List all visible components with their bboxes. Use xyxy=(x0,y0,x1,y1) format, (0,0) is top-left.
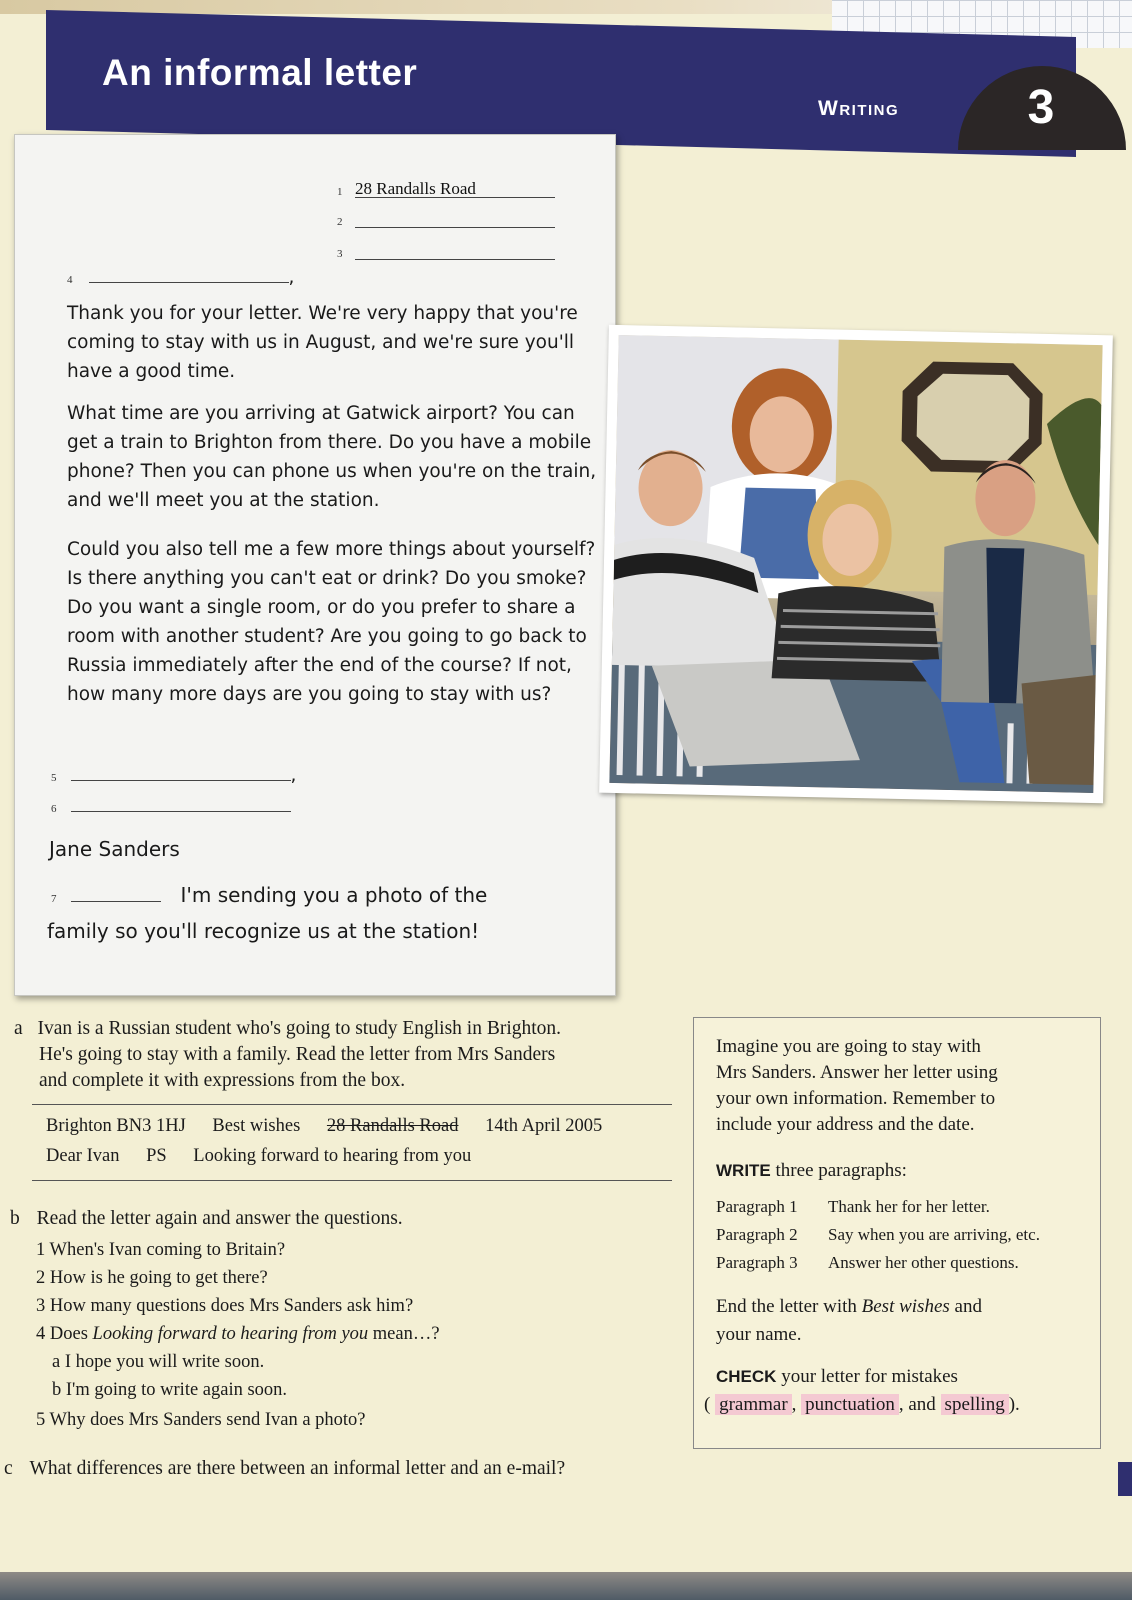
blank-number: 7 xyxy=(51,893,57,905)
paragraph-text: Say when you are arriving, etc. xyxy=(828,1225,1040,1244)
paragraph-1-instruction xyxy=(716,1194,990,1220)
blank-number: 4 xyxy=(67,274,73,286)
family-photo xyxy=(599,325,1113,803)
exercise-letter: b xyxy=(10,1208,20,1229)
blank-number: 1 xyxy=(337,186,343,198)
blank-number: 2 xyxy=(337,216,343,228)
exercise-c-text: What differences are there between an informal letter and an e-mail? xyxy=(29,1458,566,1479)
section-label: Writing xyxy=(818,97,900,120)
and-text: , and xyxy=(898,1394,936,1415)
check-instruction-text: your letter for mistakes xyxy=(776,1366,958,1387)
exercise-letter: a xyxy=(14,1018,23,1039)
word-box-item: PS xyxy=(146,1146,167,1166)
page-title: An informal letter xyxy=(102,52,418,93)
question-1: 1 When's Ivan coming to Britain? xyxy=(36,1240,286,1260)
write-keyword: WRITE xyxy=(716,1161,771,1180)
page-edge-tab xyxy=(1118,1462,1132,1496)
blank-number: 3 xyxy=(337,248,343,260)
address-text: 28 Randalls Road xyxy=(355,179,555,198)
word-box-item: 14th April 2005 xyxy=(485,1116,603,1136)
paren-close: ). xyxy=(1008,1394,1020,1415)
paragraph-text: Thank her for her letter. xyxy=(828,1197,990,1216)
closing-blank xyxy=(71,780,291,781)
ps-text-2: family so you'll recognize us at the station! xyxy=(47,919,480,943)
sign-off-line xyxy=(51,799,291,817)
unit-number: 3 xyxy=(1027,81,1055,134)
postscript-line xyxy=(51,881,487,910)
paragraph-label: Paragraph 2 xyxy=(716,1225,798,1244)
check-categories xyxy=(704,1392,1020,1418)
word-box-item: Looking forward to hearing from you xyxy=(193,1146,472,1166)
closing-line xyxy=(51,761,296,790)
option-4b: b I'm going to write again soon. xyxy=(52,1380,288,1400)
blank-number: 6 xyxy=(51,803,57,815)
address-blank xyxy=(355,241,555,260)
address-line-1 xyxy=(337,179,555,198)
greeting-line xyxy=(67,263,294,292)
task-intro-4: include your address and the date. xyxy=(716,1114,975,1135)
word-box-item: Best wishes xyxy=(212,1116,301,1136)
signature: Jane Sanders xyxy=(49,837,180,861)
exercise-b-intro: Read the letter again and answer the questions. xyxy=(36,1208,403,1229)
task-intro-2: Mrs Sanders. Answer her letter using xyxy=(716,1062,998,1083)
write-instruction xyxy=(716,1158,907,1184)
exercise-b xyxy=(10,1206,403,1232)
word-box-row-2 xyxy=(46,1146,493,1167)
question-5: 5 Why does Mrs Sanders send Ivan a photo? xyxy=(36,1410,366,1430)
end-text-post: and xyxy=(949,1296,982,1317)
exercise-a-text-1: Ivan is a Russian student who's going to study English in Brighton. xyxy=(37,1018,562,1039)
grammar-highlight: grammar xyxy=(715,1394,792,1415)
letter-paragraph-1: Thank you for your letter. We're very happy that you're coming to stay with us in August, and we're sure you'll have a good time. xyxy=(67,303,578,382)
paren-open: ( xyxy=(704,1394,711,1415)
end-text-pre: End the letter with xyxy=(716,1296,862,1317)
family-illustration xyxy=(609,335,1102,793)
letter-paragraph-3: Could you also tell me a few more things about yourself? Is there anything you can't eat or drink? Do you smoke? Do you want a single room, or do you prefer to share a room with another student? Are you going to go back to Russia immediately after the end of the course? If not, how many more days are you going to stay with us? xyxy=(67,539,596,705)
address-blank xyxy=(355,209,555,228)
sign-off-blank xyxy=(71,811,291,812)
address-line-3 xyxy=(337,241,555,260)
paragraph-text: Answer her other questions. xyxy=(828,1253,1019,1272)
option-4a: a I hope you will write soon. xyxy=(52,1352,265,1372)
exercise-c xyxy=(4,1456,565,1482)
word-box-top-rule xyxy=(32,1104,672,1105)
question-2: 2 How is he going to get there? xyxy=(36,1268,268,1288)
closing-comma: , xyxy=(290,765,297,786)
blank-number: 5 xyxy=(51,772,57,784)
check-instruction xyxy=(716,1364,958,1390)
question-4-pre: 4 Does xyxy=(36,1324,93,1344)
task-intro-1: Imagine you are going to stay with xyxy=(716,1036,981,1057)
exercise-a xyxy=(14,1016,561,1042)
word-box-bottom-rule xyxy=(32,1180,672,1181)
question-3: 3 How many questions does Mrs Sanders ask him? xyxy=(36,1296,414,1316)
word-box-item: Brighton BN3 1HJ xyxy=(46,1116,186,1136)
paragraph-3-instruction xyxy=(716,1250,1019,1276)
greeting-comma: , xyxy=(288,267,295,288)
exercise-a-text-3: and complete it with expressions from the box. xyxy=(39,1070,406,1091)
write-instruction-text: three paragraphs: xyxy=(770,1160,907,1181)
paragraph-2-instruction xyxy=(716,1222,1040,1248)
word-box-item-used: 28 Randalls Road xyxy=(326,1116,459,1136)
check-keyword: CHECK xyxy=(716,1367,777,1386)
paragraph-label: Paragraph 1 xyxy=(716,1197,798,1216)
question-4-post: mean…? xyxy=(368,1324,440,1344)
question-4 xyxy=(36,1324,440,1345)
ps-blank xyxy=(71,901,161,902)
task-intro-3: your own information. Remember to xyxy=(716,1088,996,1109)
end-instruction-2: your name. xyxy=(716,1324,802,1345)
punctuation-highlight: punctuation xyxy=(801,1394,899,1415)
writing-task-box xyxy=(693,1017,1101,1449)
address-line-2 xyxy=(337,209,555,228)
table-surface xyxy=(0,1572,1132,1600)
family-photo-image xyxy=(609,335,1102,793)
comma: , xyxy=(791,1394,797,1415)
exercise-a-text-2: He's going to stay with a family. Read the letter from Mrs Sanders xyxy=(39,1044,556,1065)
paragraph-label: Paragraph 3 xyxy=(716,1253,798,1272)
word-box-item: Dear Ivan xyxy=(46,1146,120,1166)
end-text-phrase: Best wishes xyxy=(861,1296,950,1317)
letter-paragraph-2: What time are you arriving at Gatwick airport? You can get a train to Brighton from there. Do you have a mobile phone? Then you can phone us when you're on the train, and we'll meet you at the station. xyxy=(67,403,597,511)
question-4-phrase: Looking forward to hearing from you xyxy=(92,1324,369,1344)
exercise-letter: c xyxy=(4,1458,13,1479)
greeting-blank xyxy=(89,282,289,283)
spelling-highlight: spelling xyxy=(941,1394,1009,1415)
end-instruction xyxy=(716,1294,982,1320)
ps-text-1: I'm sending you a photo of the xyxy=(180,883,488,907)
word-box-row-1 xyxy=(46,1116,624,1137)
letter-card xyxy=(14,134,616,996)
